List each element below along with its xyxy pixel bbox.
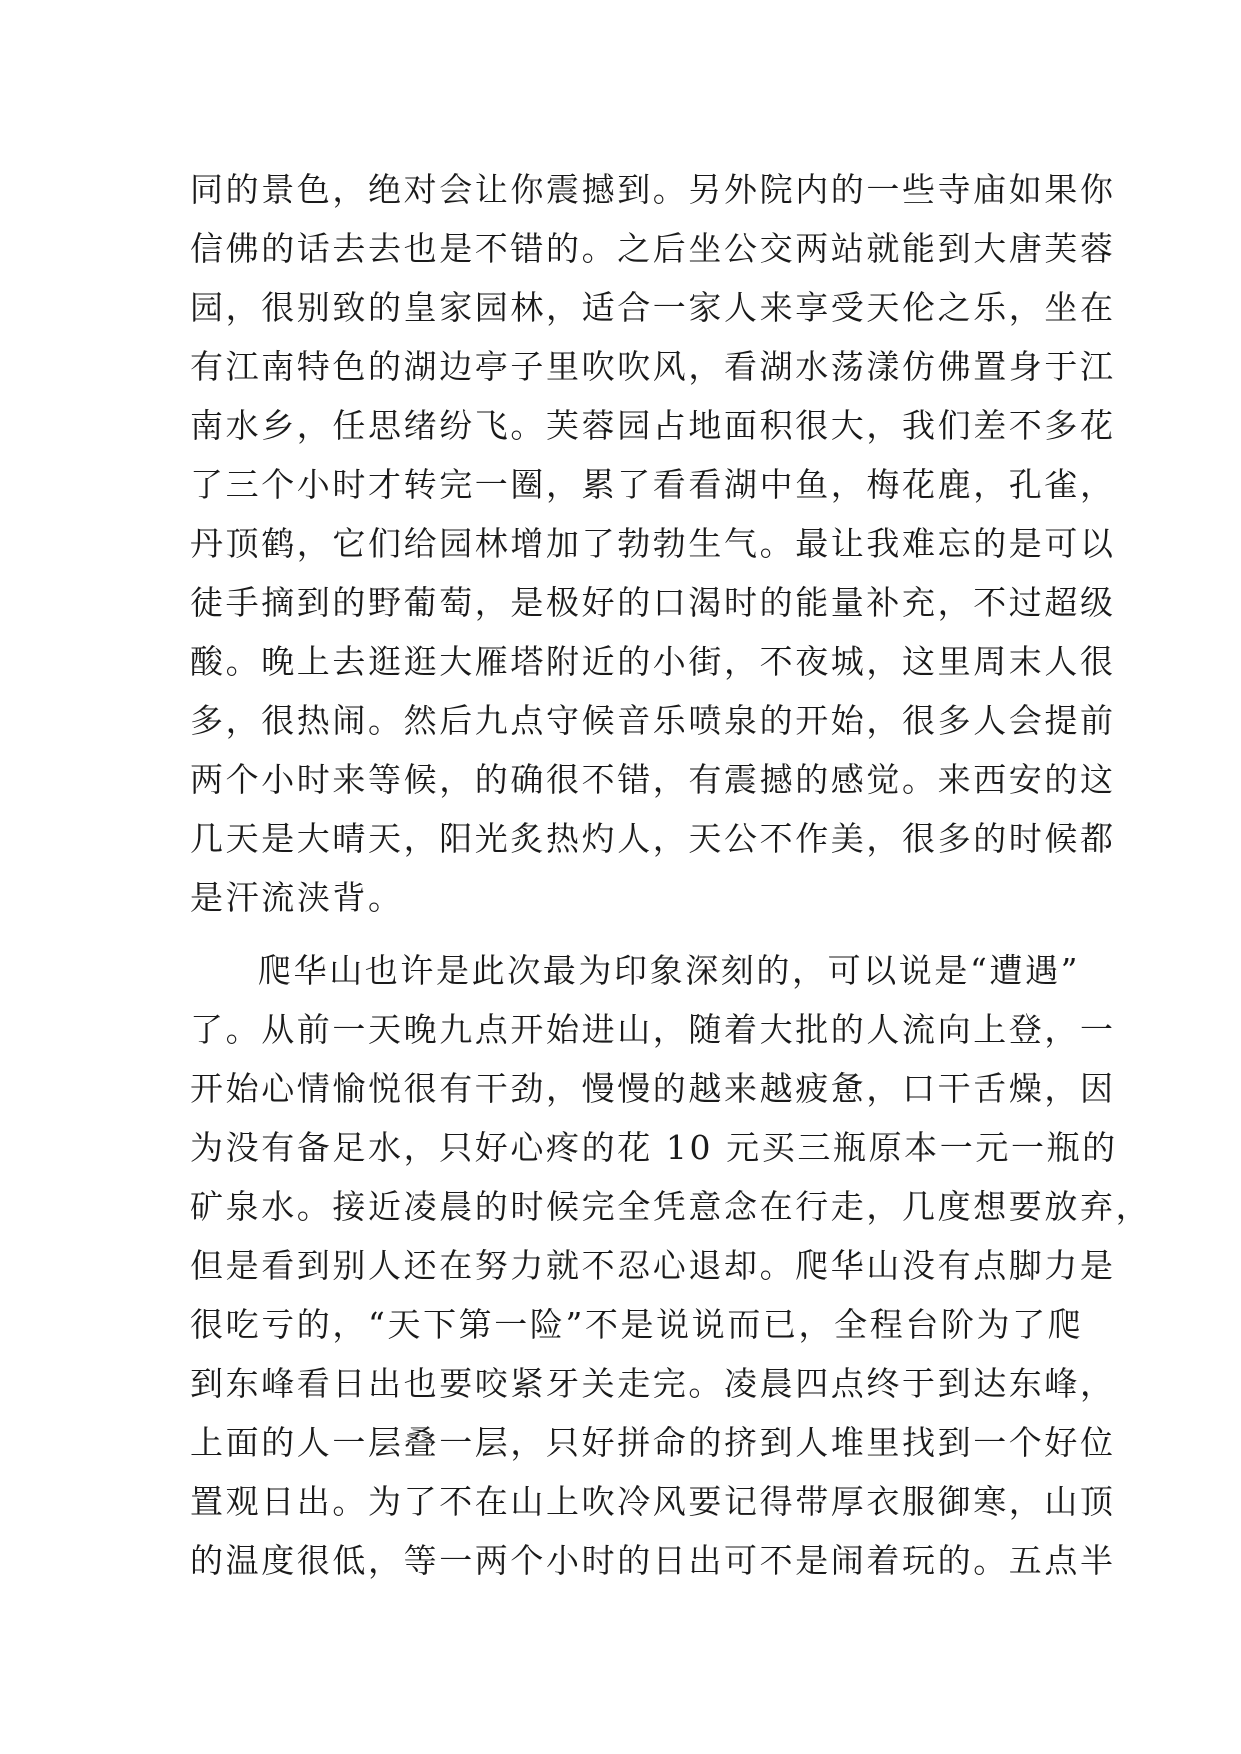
- text-line: 到东峰看日出也要咬紧牙关走完。凌晨四点终于到达东峰，: [190, 1364, 1116, 1403]
- text-line: 的温度很低，等一两个小时的日出可不是闹着玩的。五点半: [190, 1541, 1116, 1580]
- text-line: 酸。晚上去逛逛大雁塔附近的小街，不夜城，这里周末人很: [190, 642, 1116, 681]
- text-line: 很吃亏的，“天下第一险”不是说说而已，全程台阶为了爬: [190, 1305, 1084, 1344]
- text-line: 多，很热闹。然后九点守候音乐喷泉的开始，很多人会提前: [190, 701, 1116, 740]
- paragraph-spacer: [190, 927, 1050, 941]
- text-line: 信佛的话去去也是不错的。之后坐公交两站就能到大唐芙蓉: [190, 229, 1116, 268]
- body-text: [190, 160, 1152, 1590]
- text-line: 徒手摘到的野葡萄，是极好的口渴时的能量补充，不过超级: [190, 583, 1116, 622]
- text-line: 为没有备足水，只好心疼的花 10 元买三瓶原本一元一瓶的: [190, 1128, 1118, 1167]
- text-line: 有江南特色的湖边亭子里吹吹风，看湖水荡漾仿佛置身于江: [190, 347, 1116, 386]
- text-line: 丹顶鹤，它们给园林增加了勃勃生气。最让我难忘的是可以: [190, 524, 1116, 563]
- text-line: 几天是大晴天，阳光炙热灼人，天公不作美，很多的时候都: [190, 819, 1116, 858]
- text-line: 开始心情愉悦很有干劲，慢慢的越来越疲惫，口干舌燥，因: [190, 1069, 1116, 1108]
- text-line: 置观日出。为了不在山上吹冷风要记得带厚衣服御寒，山顶: [190, 1482, 1116, 1521]
- text-line: 了。从前一天晚九点开始进山，随着大批的人流向上登，一: [190, 1010, 1116, 1049]
- text-line: 是汗流浃背。: [190, 878, 404, 917]
- text-line: 两个小时来等候，的确很不错，有震撼的感觉。来西安的这: [190, 760, 1116, 799]
- text-line: 园，很别致的皇家园林，适合一家人来享受天伦之乐，坐在: [190, 288, 1116, 327]
- paragraph-2: [190, 941, 1152, 1590]
- text-line: 上面的人一层叠一层，只好拼命的挤到人堆里找到一个好位: [190, 1423, 1116, 1462]
- text-line: 但是看到别人还在努力就不忍心退却。爬华山没有点脚力是: [190, 1246, 1116, 1285]
- text-line: 矿泉水。接近凌晨的时候完全凭意念在行走，几度想要放弃，: [190, 1187, 1152, 1226]
- text-line: 南水乡，任思绪纷飞。芙蓉园占地面积很大，我们差不多花: [190, 406, 1116, 445]
- text-line-indented: 爬华山也许是此次最为印象深刻的，可以说是“遭遇”: [258, 951, 1081, 990]
- text-line: 同的景色，绝对会让你震撼到。另外院内的一些寺庙如果你: [190, 170, 1116, 209]
- text-line: 了三个小时才转完一圈，累了看看湖中鱼，梅花鹿，孔雀，: [190, 465, 1116, 504]
- paragraph-1: [190, 160, 1116, 927]
